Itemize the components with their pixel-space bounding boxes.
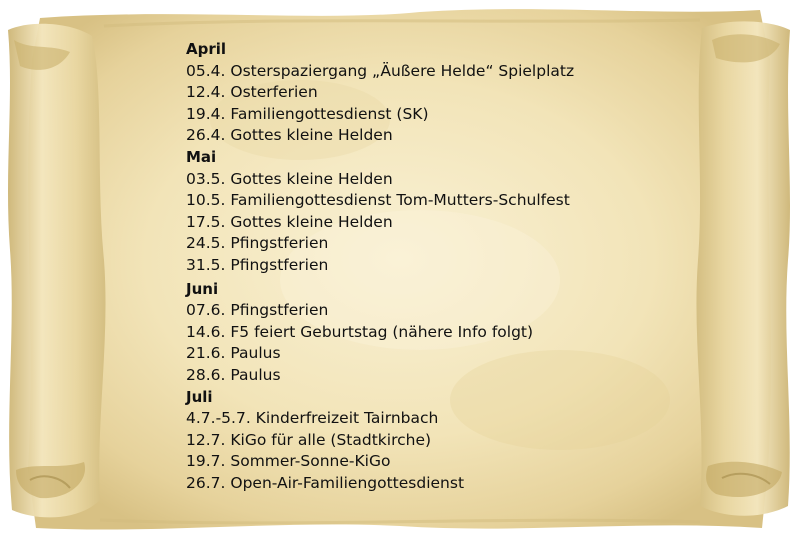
event-item: 19.4. Familiengottesdienst (SK) [186, 104, 429, 123]
event-item: 26.4. Gottes kleine Helden [186, 126, 393, 145]
event-item: 31.5. Pfingstferien [186, 255, 329, 274]
event-item: 12.4. Osterferien [186, 83, 318, 102]
event-item: 05.4. Osterspaziergang „Äußere Helde“ Spielplatz [186, 61, 575, 80]
event-item: 17.5. Gottes kleine Helden [186, 212, 393, 231]
event-item: 28.6. Paulus [186, 365, 281, 384]
month-heading-mai: Mai [186, 147, 217, 166]
event-item: 26.7. Open-Air-Familiengottesdienst [186, 473, 465, 492]
event-item: 03.5. Gottes kleine Helden [186, 169, 393, 188]
event-item: 4.7.-5.7. Kinderfreizeit Tairnbach [186, 409, 439, 428]
event-item: 24.5. Pfingstferien [186, 234, 329, 253]
month-heading-april: April [186, 40, 227, 58]
event-item: 14.6. F5 feiert Geburtstag (nähere Info folgt) [186, 322, 534, 341]
event-item: 21.6. Paulus [186, 344, 281, 363]
event-item: 10.5. Familiengottesdienst Tom-Mutters-Schulfest [186, 191, 570, 210]
event-item: 07.6. Pfingstferien [186, 301, 329, 320]
schedule-list [186, 39, 746, 494]
event-item: 12.7. KiGo für alle (Stadtkirche) [186, 430, 432, 449]
event-item: 19.7. Sommer-Sonne-KiGo [186, 452, 391, 471]
month-heading-juli: Juli [186, 387, 213, 406]
month-heading-juni: Juni [186, 279, 219, 298]
